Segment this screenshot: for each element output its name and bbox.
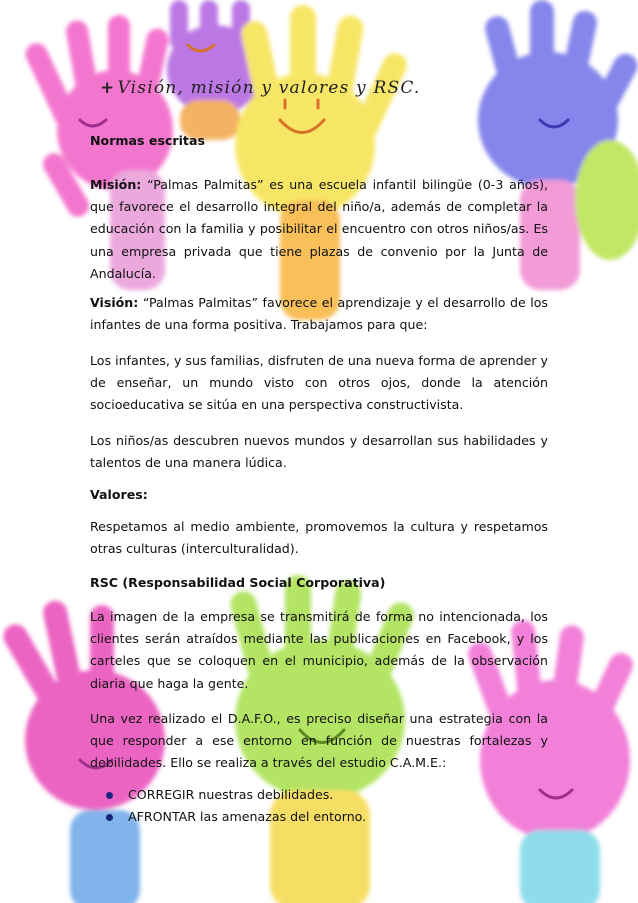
vision-paragraph (90, 292, 548, 336)
rsc-title: RSC (Responsabilidad Social Corporativa) (90, 575, 386, 590)
rsc-paragraph: La imagen de la empresa se transmitirá de forma no intencionada, los clientes serán atraídos mediante las publicaciones en Facebook, y los carteles que se coloquen en el municipio, además de la observación diaria que haga la gente. (90, 609, 548, 691)
mision-label: Misión: (90, 177, 142, 192)
mision-text: “Palmas Palmitas” es una escuela infantil bilingüe (0-3 años), que favorece el desarrollo integral del niño/a, además de completar la educación con la familia y posibilitar el encuentro con otros niños/as. Es una empresa privada que tiene plazas de convenio por la Junta de Andalucía. (90, 177, 548, 281)
came-list (90, 784, 568, 828)
vision-label: Visión: (90, 295, 139, 310)
infantes-paragraph: Los infantes, y sus familias, disfruten de una nueva forma de aprender y de enseñar, un mundo visto con otros ojos, donde la atención socioeducativa se sitúa en una perspectiva constructivista. (90, 353, 548, 413)
list-item: CORREGIR nuestras debilidades. (128, 784, 568, 806)
valores-paragraph: Respetamos al medio ambiente, promovemos la cultura y respetamos otras culturas (interculturalidad). (90, 519, 548, 557)
list-item: AFRONTAR las amenazas del entorno. (128, 806, 568, 828)
normas-title: Normas escritas (90, 133, 205, 148)
vision-text: “Palmas Palmitas” favorece el aprendizaje y el desarrollo de los infantes de una forma positiva. Trabajamos para que: (90, 295, 548, 333)
mision-paragraph (90, 174, 548, 285)
dafo-paragraph: Una vez realizado el D.A.F.O., es preciso diseñar una estrategia con la que responder a ese entorno en función de nuestras fortalezas y debilidades. Ello se realiza a través del estudio C.A.M.E.: (90, 711, 548, 771)
ninos-paragraph: Los niños/as descubren nuevos mundos y desarrollan sus habilidades y talentos de una manera lúdica. (90, 433, 548, 471)
heading-bullet-icon: + (100, 78, 116, 98)
heading-text: Visión, misión y valores y RSC. (117, 78, 421, 98)
section-heading (100, 78, 520, 98)
valores-title: Valores: (90, 487, 148, 502)
